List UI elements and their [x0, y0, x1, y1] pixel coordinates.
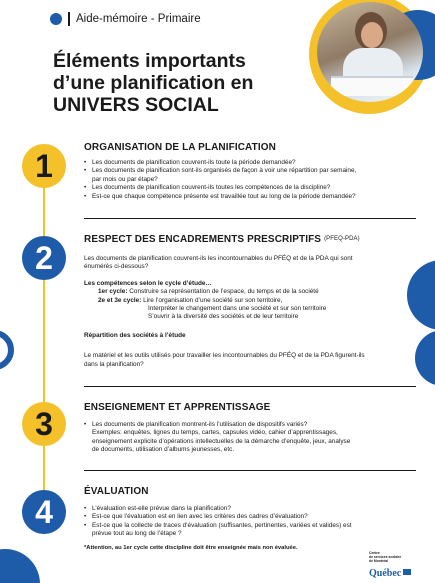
repartition-label: Répartition des sociétés à l’étude: [84, 331, 186, 339]
page-title: [53, 50, 303, 116]
paragraph: Le matériel et les outils utilisés pour travailler les incontournables du PFÉQ et de la PDA figurent-ils dans la planification?: [84, 352, 365, 368]
competences-block: Les compétences selon le cycle d’étude… 1er cycle: Construire sa représentation de l’espace, du temps et de la société 2e et 3e cycle: Lire l’organisation d’une société sur son territoire, Interpréter le changement dans une société et sur son territoire S’ouvrir à la diversité des sociétés et de leur territoire: [84, 280, 416, 322]
section-number: 1: [35, 147, 53, 184]
list-item: • Est-ce que chaque compétence présente est travaillée tout au long de la période demandée?: [84, 193, 416, 201]
bullet-list: [84, 505, 416, 539]
divider: [84, 386, 416, 387]
list-item: • L’évaluation est-elle prévue dans la planification?: [84, 505, 416, 513]
section-number-badge: [22, 402, 66, 446]
list-item: • Les documents de planification sont-ils organisés de façon à voir une répartition par semaine,: [84, 167, 416, 175]
section-title: ORGANISATION DE LA PLANIFICATION: [84, 142, 276, 153]
section-number: 3: [35, 405, 53, 442]
section-title: ENSEIGNEMENT ET APPRENTISSAGE: [84, 402, 271, 413]
header-separator: [68, 12, 70, 26]
list-item: • Les documents de planification couvrent-ils toutes les compétences de la discipline?: [84, 184, 416, 192]
title-line-2: d’une planification en: [53, 72, 254, 94]
csdm-quebec-logo: Centre de services scolaire de Montréal Québec: [369, 551, 415, 581]
blue-dot-icon: [50, 13, 62, 25]
title-line-3: UNIVERS SOCIAL: [53, 94, 219, 116]
title-line-1: Éléments importants: [53, 50, 246, 72]
section-4: [22, 486, 414, 566]
section-title: RESPECT DES ENCADREMENTS PRESCRIPTIFS (PFEQ-PDA): [84, 234, 360, 245]
list-item: • Est-ce que la collecte de traces d’évaluation (suffisantes, pertinentes, variées et valides) est: [84, 522, 416, 530]
decorative-circle: [415, 330, 435, 386]
divider: [84, 470, 416, 471]
flag-icon: [403, 569, 411, 575]
section-number: 2: [35, 239, 53, 276]
bullet-list: [84, 159, 416, 201]
examples-text: Exemples: enquêtes, lignes du temps, cartes, capsules vidéo, cahier d’apprentissages, enseignement explicite d’opérations intellectuelles de la démarche d’enquête, jeux, analyse de documents, utilisation d’albums jeunesses, etc.: [92, 429, 351, 454]
section-number-badge: [22, 144, 66, 188]
list-item-continued: par mois ou par étape?: [92, 175, 158, 183]
competences-label: Les compétences selon le cycle d’étude…: [84, 279, 212, 287]
section-2: [22, 230, 414, 390]
section-title-note: (PFEQ-PDA): [324, 236, 360, 243]
section-3: [22, 396, 414, 466]
list-item: • Les documents de planification montrent-ils l’utilisation de dispositifs variés?: [84, 421, 416, 429]
section-number-badge: [22, 490, 66, 534]
list-item: • Les documents de planification couvrent-ils toute la période demandée?: [84, 159, 416, 167]
divider: [84, 218, 416, 219]
evaluation-note: *Attention, au 1er cycle cette discipline doit être enseignée mais non évaluée.: [84, 544, 298, 551]
list-item: • Est-ce que l’évaluation est en lien avec les critères des cadres d’évaluation?: [84, 513, 416, 521]
header-label: Aide-mémoire - Primaire: [76, 13, 201, 25]
paragraph: Les documents de planification couvrent-ils les incontournables du PFÉQ et de la PDA qui sont énumérés ci-dessous?: [84, 255, 353, 271]
section-number-badge: [22, 236, 66, 280]
header: [50, 12, 201, 26]
decorative-ring: [0, 330, 14, 370]
section-number: 4: [35, 493, 53, 530]
section-1: [22, 138, 414, 228]
student-photo: [317, 2, 423, 102]
list-item-continued: prévue tout au long de l’étape ?: [92, 530, 182, 538]
bullet-list: [84, 421, 416, 429]
hero-photo: [305, 0, 435, 118]
section-title: ÉVALUATION: [84, 486, 149, 497]
